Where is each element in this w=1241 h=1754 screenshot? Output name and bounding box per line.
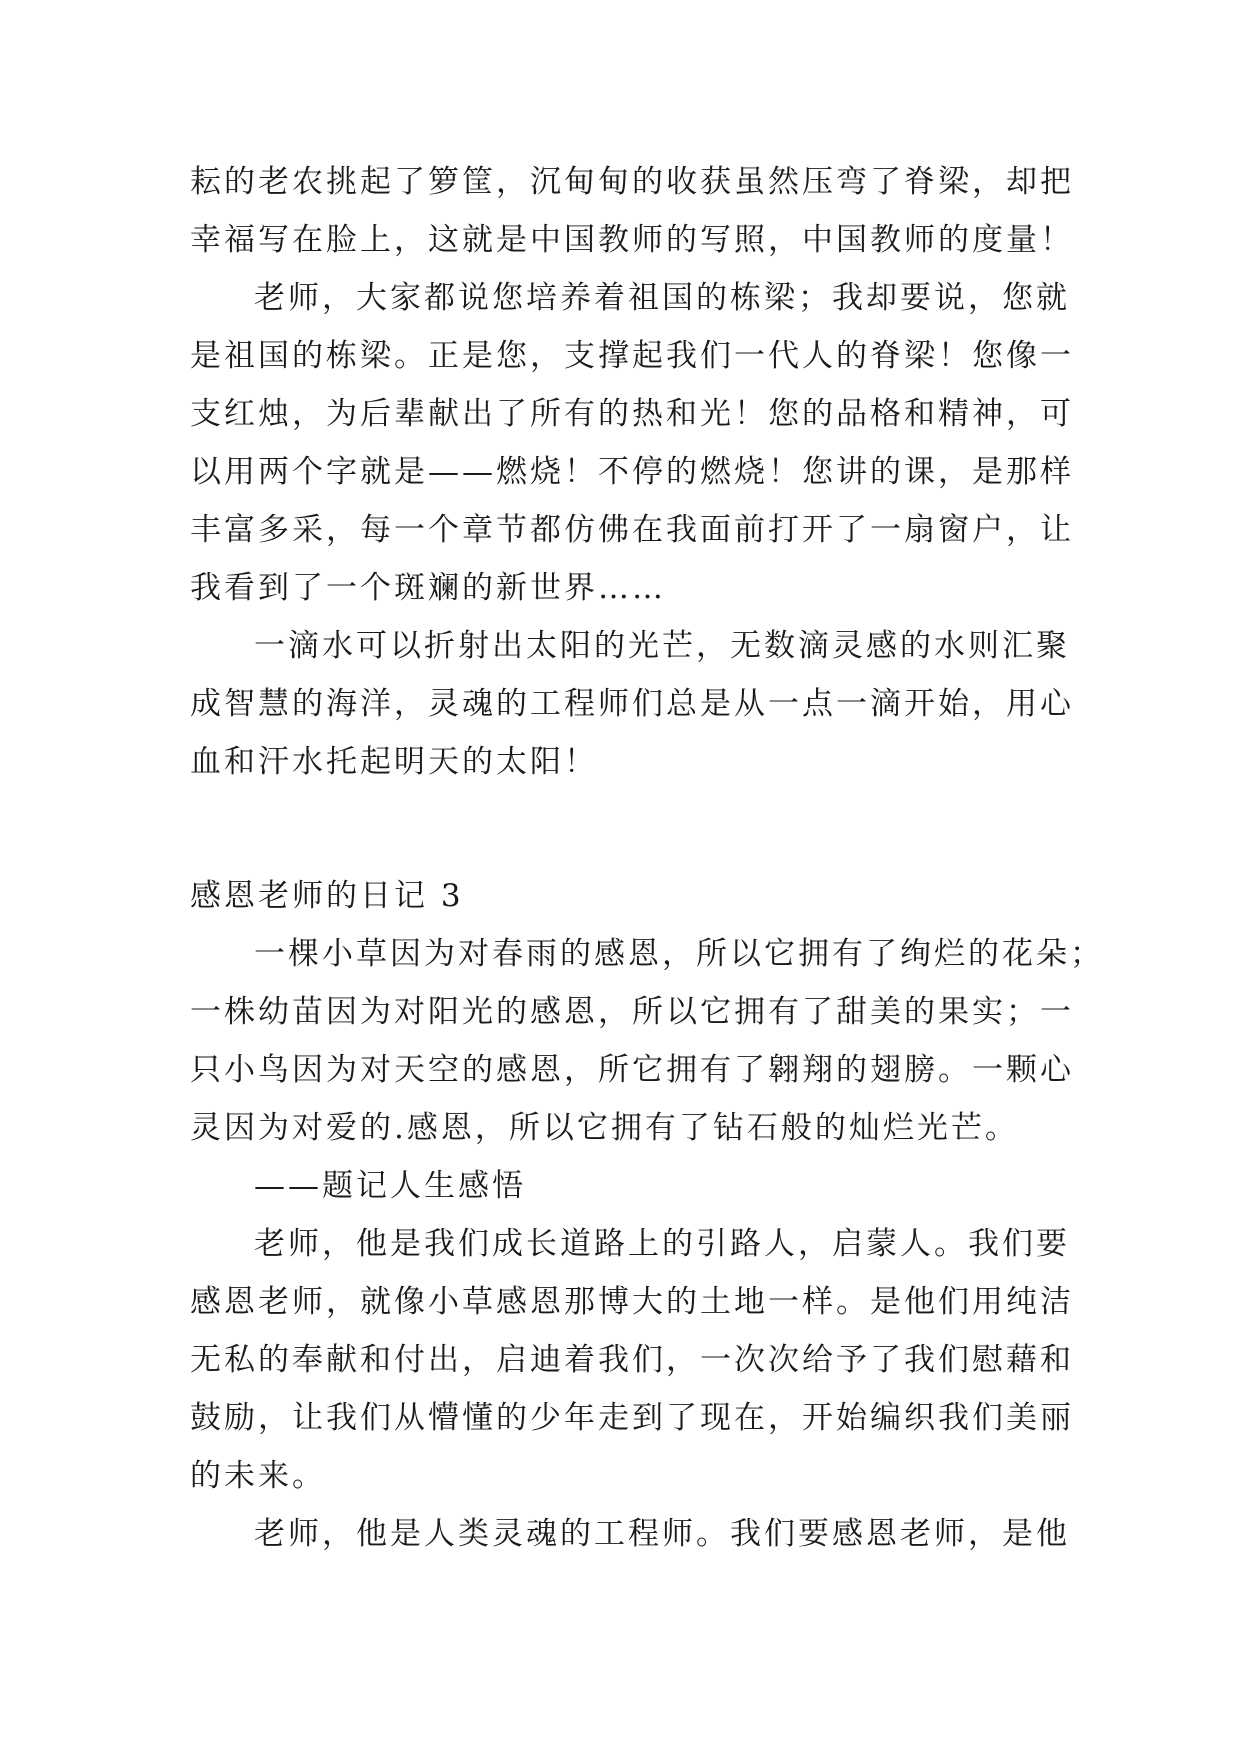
epigraph-attribution: ——题记人生感悟 (254, 1168, 526, 1204)
paragraph-start-line: 一棵小草因为对春雨的感恩，所以它拥有了绚烂的花朵； (254, 936, 1104, 972)
text-line: 幸福写在脸上，这就是中国教师的写照，中国教师的度量！ (190, 222, 1074, 258)
paragraph-start-line: 一滴水可以折射出太阳的光芒，无数滴灵感的水则汇聚 (254, 628, 1070, 664)
text-line: 的未来。 (190, 1458, 326, 1494)
section-2-text (190, 867, 1104, 1563)
text-line: 血和汗水托起明天的太阳！ (190, 744, 598, 780)
text-line: 无私的奉献和付出，启迪着我们，一次次给予了我们慰藉和 (190, 1342, 1074, 1378)
text-line: 灵因为对爱的.感恩，所以它拥有了钻石般的灿烂光芒。 (190, 1110, 1019, 1146)
text-line: 支红烛，为后辈献出了所有的热和光！您的品格和精神，可 (190, 396, 1074, 432)
text-line: 我看到了一个斑斓的新世界…… (190, 570, 666, 606)
section-title: 感恩老师的日记 3 (190, 878, 464, 914)
text-line: 感恩老师，就像小草感恩那博大的土地一样。是他们用纯洁 (190, 1284, 1074, 1320)
paragraph-start-line: 老师，他是人类灵魂的工程师。我们要感恩老师，是他 (254, 1516, 1070, 1552)
text-line: 丰富多采，每一个章节都仿佛在我面前打开了一扇窗户，让 (190, 512, 1074, 548)
text-line: 只小鸟因为对天空的感恩，所它拥有了翱翔的翅膀。一颗心 (190, 1052, 1074, 1088)
text-line: 以用两个字就是——燃烧！不停的燃烧！您讲的课，是那样 (190, 454, 1074, 490)
text-line: 是祖国的栋梁。正是您，支撑起我们一代人的脊梁！您像一 (190, 338, 1074, 374)
section-1-text (190, 153, 1074, 791)
paragraph-start-line: 老师，他是我们成长道路上的引路人，启蒙人。我们要 (254, 1226, 1070, 1262)
text-line: 一株幼苗因为对阳光的感恩，所以它拥有了甜美的果实；一 (190, 994, 1074, 1030)
text-line: 耘的老农挑起了箩筐，沉甸甸的收获虽然压弯了脊梁，却把 (190, 164, 1074, 200)
text-line: 成智慧的海洋，灵魂的工程师们总是从一点一滴开始，用心 (190, 686, 1074, 722)
text-line: 鼓励，让我们从懵懂的少年走到了现在，开始编织我们美丽 (190, 1400, 1074, 1436)
paragraph-start-line: 老师，大家都说您培养着祖国的栋梁；我却要说，您就 (254, 280, 1070, 316)
